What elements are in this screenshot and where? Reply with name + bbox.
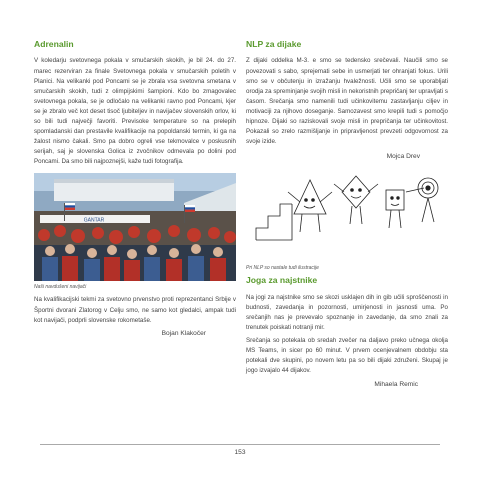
yoga-paragraph-2: Srečanja so potekala ob sredah zvečer na daljavo preko učnega okolja MS Teams, in sicer po 60 minut. V prvem ocenjevalnem obdobju sta potekali dve skupini, po novem letu pa so bili dijaki združeni. Skupaj je jogo izvajalo 44 dijakov. bbox=[246, 337, 448, 375]
heading-nlp: NLP za dijake bbox=[246, 39, 302, 49]
footer-rule bbox=[40, 444, 440, 445]
handball-paragraph: Na kvalifikacijski tekmi za svetovno prvenstvo proti reprezentanci Srbije v Športni dvorani Zlatorog v Celju smo, ne samo kot gledalci, ampak tudi kot navijači, podprli slovenske rokometaše. bbox=[34, 296, 236, 324]
nlp-illustration bbox=[246, 162, 448, 262]
stairs-icon bbox=[256, 204, 292, 240]
nlp-paragraph: Z dijaki oddelka M-3. e smo se tedensko srečevali. Naučili smo se povezovati s sabo, sprejemati sebe in usmerjati ter ohranjati fokus. Urili smo se v občutenju in izražanju hvaležnosti. Učili smo se uporabljati orodja za spreminjanje svojih misli in nekoristnih prepričanj ter upravljati s časom. Srečanja smo namenili tudi učinkovitemu zastavljanju ciljev in motivaciji za njihovo doseganje. Samozavest smo krepili tudi s pomočjo hipnoze. Dijaki so raziskovali svoje misli in prepričanja ter učinkovitost. Pokazali so zrelo razmišljanje in pripravljenost prevzeti odgovornost za svoje izide. bbox=[246, 57, 448, 146]
illustration-caption: Pri NLP so nastale tudi ilustracije bbox=[246, 265, 319, 272]
left-column bbox=[34, 40, 236, 337]
yoga-paragraph-1: Na jogi za najstnike smo se skozi usklajen dih in gib učili sproščenosti in budnosti, zavedanja in pozornosti, umirjenosti in jasnosti uma. Po srečanjih nas je prevevalo spoznanje in zavedanje, da smo znali za trenutek poiskati notranji mir. bbox=[246, 293, 448, 332]
author-mojca-drev: Mojca Drev bbox=[386, 153, 420, 161]
author-mihaela-remic: Mihaela Remic bbox=[374, 380, 418, 388]
fans-photo bbox=[34, 173, 236, 281]
page-number: 153 bbox=[234, 449, 246, 456]
fans-photo-illustration bbox=[34, 173, 236, 281]
heading-yoga: Joga za najstnike bbox=[246, 275, 318, 286]
banner-text: GANTAR bbox=[83, 217, 105, 224]
adrenalin-paragraph: V koledarju svetovnega pokala v smučarskih skokih, je bil 24. do 27. marec rezerviran za finale Svetovnega pokala v smučarskih poletih v Planici. Na velikanki pod Poncami se je zbrala vsa svetovna smetana v smučarskih skokih, tudi z olimpijskimi šampioni. Kdo bo zmagovalec svetovnega pokala, se je odločalo na velikanki ravno pod Poncami, kjer se je zbralo več kot deset tisoč ljubiteljev in navijačev slovenskih orlov, ki so bili tudi največji favoriti. Previsoke temperature so na prelepih spomladanski dan prestavile kvalifikacije na popoldanski termin, ki ga na žalost nismo čakali. Smo pa dobro ogreli vse tekmovalce v poskusnih serijah, saj je slovenska Golica iz zvočnikov odmevala po dolini pod Poncami. Da smo bili najpoznejši, kaže tudi fotografija. bbox=[34, 57, 236, 166]
right-column bbox=[246, 40, 448, 388]
heading-adrenalin: Adrenalin bbox=[34, 39, 74, 49]
photo-caption: Naši navdušeni navijači bbox=[34, 284, 87, 291]
nlp-illustration-drawing bbox=[246, 162, 448, 244]
author-signature-left: Bojan Klakočer bbox=[161, 329, 206, 337]
